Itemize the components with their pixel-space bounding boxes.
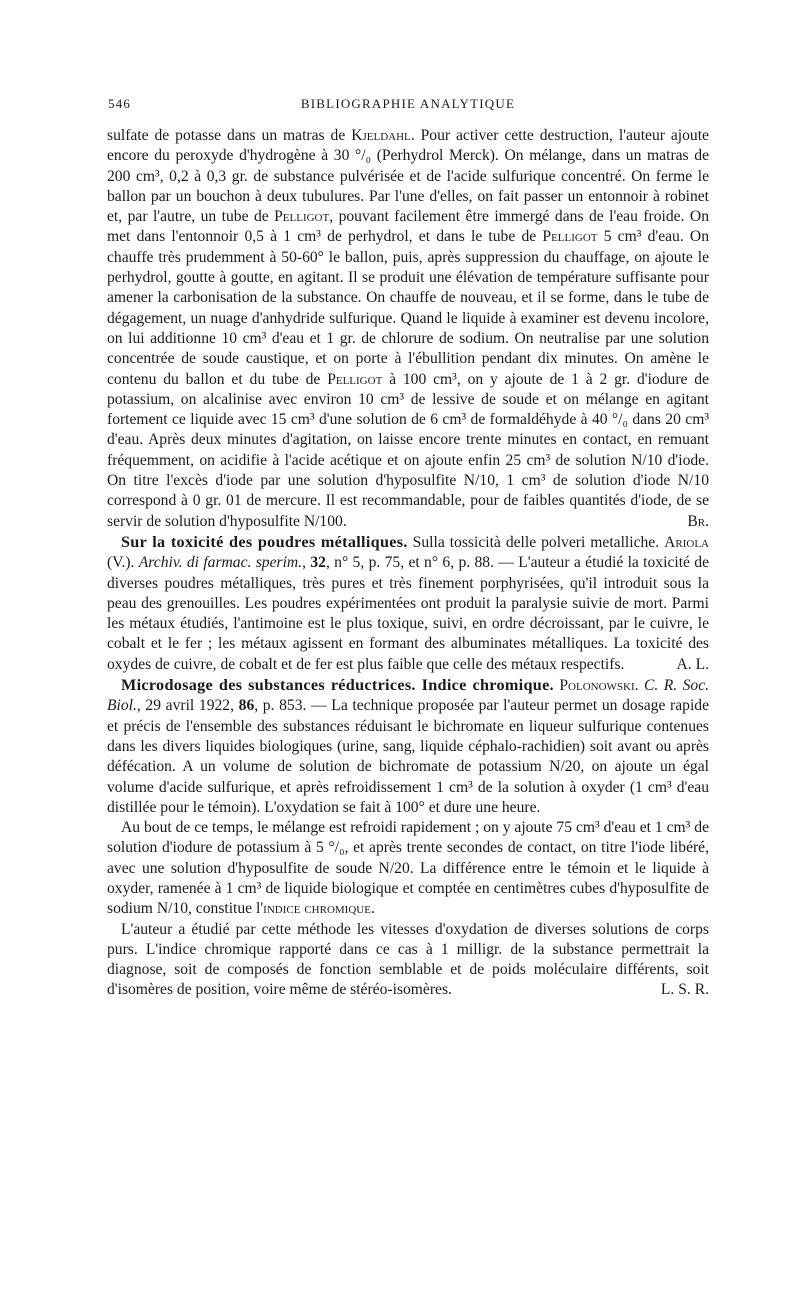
text-run: . bbox=[634, 677, 644, 695]
text-run: , p. 853. — La technique proposée par l'auteur permet un dosage rapide et précis de l'ensemble des substances réduisant le bichromate en liqueur sulfurique contenues dans les divers liquides biologiques (urine, sang, liquide céphalo-rachidien) soit avant ou après défécation. A un volume de solution de bichromate de potassium N/20, on ajoute un égal volume d'acide sulfurique, et après refroidissement 1 cm³ de la solution à oxyder (1 cm³ d'eau distillée pour le témoin). L'oxydation se fait à 100° et dure une heure. bbox=[107, 697, 709, 816]
signature: A. L. bbox=[676, 655, 709, 673]
page-header bbox=[108, 96, 708, 118]
volume-number: 32 bbox=[310, 554, 326, 572]
paragraph-kjeldahl-method bbox=[107, 126, 709, 532]
text-run: , 29 avril 1922, bbox=[136, 697, 239, 715]
signature: L. S. R. bbox=[660, 981, 709, 999]
paragraph-microdosage bbox=[107, 675, 709, 818]
text-run: sulfate de potasse dans un matras de bbox=[107, 127, 352, 144]
volume-number: 86 bbox=[238, 697, 255, 715]
text-run: , bbox=[302, 554, 311, 572]
text-run: Sulla tossicità delle polveri metalliche. bbox=[407, 533, 665, 551]
journal-title: Archiv. di farmac. sperim. bbox=[138, 554, 303, 572]
text-run: L'auteur a étudié par cette méthode les vitesses d'oxydation de diverses solutions de corps purs. L'indice chromique rapporté dans ce cas à 1 milligr. de la substance permettrait la diagnose, soit de composés de fonction semblable et de poids moléculaire différents, soit d'isomères de position, voire même de stéréo-isomères. bbox=[107, 920, 709, 999]
author-name: Kjeldahl bbox=[351, 127, 411, 144]
paragraph-toxicite-poudres bbox=[107, 532, 709, 675]
author-name: Pelligot bbox=[327, 370, 383, 388]
text-run: . bbox=[370, 900, 375, 918]
text-run: , pouvant facilement être immergé dans de l'eau froide. On met dans l'entonnoir 0,5 à 1 cm³ de perhydrol, et dans le tube de bbox=[107, 208, 709, 246]
page-body bbox=[107, 126, 709, 1001]
author-name: Pelligot bbox=[274, 208, 330, 226]
journal-title: C. R. Soc. Biol. bbox=[107, 677, 710, 715]
text-run: . Pour activer cette destruction, l'auteur ajoute encore du peroxyde d'hydrogène à 30 °/₀ (Perhydrol Merck). On mélange, dans un matras de 200 cm³, 0,2 à 0,3 gr. de substance pulvérisée et de l'acide sulfurique concentré. On ferme le ballon par un bouchon à deux tubulures. Par l'une d'elles, on fait passer un entonnoir à robinet et, par l'autre, un tube de bbox=[107, 127, 709, 226]
paragraph-vitesses-oxydation bbox=[107, 920, 709, 1001]
author-name: Polonowski bbox=[559, 677, 635, 695]
author-name: Pelligot bbox=[542, 228, 598, 246]
signature: Br. bbox=[687, 512, 709, 530]
section-title: Microdosage des substances réductrices. Indice chromique. bbox=[121, 676, 554, 695]
text-run: 5 cm³ d'eau. On chauffe très prudemment à 50-60° le ballon, puis, après suppression du chauffage, on ajoute le perhydrol, goutte à goutte, en agitant. Il se produit une élévation de température suffisante pour amener la carbonisation de la substance. On chauffe de nouveau, et il se forme, dans le tube de dégagement, un nuage d'anhydride sulfurique. Quand le liquide à examiner est devenu incolore, on lui additionne 10 cm³ d'eau et 1 gr. de chlorure de sodium. On neutralise par une solution concentrée de soude caustique, et on porte à l'ébullition pendant dix minutes. On amène le contenu du ballon et du tube de bbox=[107, 228, 709, 388]
text-run: , n° 5, p. 75, et n° 6, p. 88. — L'auteur a étudié la toxicité de diverses poudres métalliques, très pures et très finement porphyrisées, qu'il introduit sous la peau des grenouilles. Les poudres expérimentées ont produit la paralysie suivie de mort. Parmi les métaux étudiés, l'antimoine est le plus toxique, suivi, en ordre décroissant, par le cuivre, le cobalt et le fer ; les métaux agissent en formant des albuminates métalliques. La toxicité des oxydes de cuivre, de cobalt et de fer est plus faible que celle des métaux respectifs. bbox=[107, 554, 710, 673]
defined-term: indice chromique bbox=[263, 900, 371, 918]
text-run: (V.). bbox=[107, 554, 139, 572]
paragraph-indice-chromique bbox=[107, 818, 709, 919]
text-run: à 100 cm³, on y ajoute de 1 à 2 gr. d'iodure de potassium, on alcalinise avec environ 10 cm³ de lessive de soude et on mélange en agitant fortement ce liquide avec 15 cm³ d'une solution de 6 cm³ de formaldéhyde à 40 °/₀ dans 20 cm³ d'eau. Après deux minutes d'agitation, on laisse encore trente minutes en contact, en remuant fréquemment, on acidifie à l'acide acétique et on ajoute enfin 25 cm³ de solution N/10 d'iode. On titre l'excès d'iode par une solution d'hyposulfite N/10, 1 cm³ de solution d'iode N/10 correspond à 0 gr. 01 de mercure. Il est recommandable, pour de faibles quantités d'iode, de se servir de solution d'hyposulfite N/100. bbox=[107, 370, 709, 530]
page-number: 546 bbox=[108, 96, 132, 111]
author-name: Ariola bbox=[664, 533, 709, 551]
text-run: Au bout de ce temps, le mélange est refroidi rapidement ; on y ajoute 75 cm³ d'eau et 1 cm³ de solution d'iodure de potassium à 5 °/₀, et après trente secondes de contact, on titre l'iode libéré, avec une solution d'hyposulfite de soude N/20. La différence entre le témoin et le liquide à oxyder, ramenée à 1 cm³ de liquide biologique et comptée en centimètres cubes d'hyposulfite de sodium N/10, constitue l' bbox=[107, 819, 709, 918]
running-title: BIBLIOGRAPHIE ANALYTIQUE bbox=[300, 96, 516, 111]
section-title: Sur la toxicité des poudres métalliques. bbox=[121, 532, 408, 551]
